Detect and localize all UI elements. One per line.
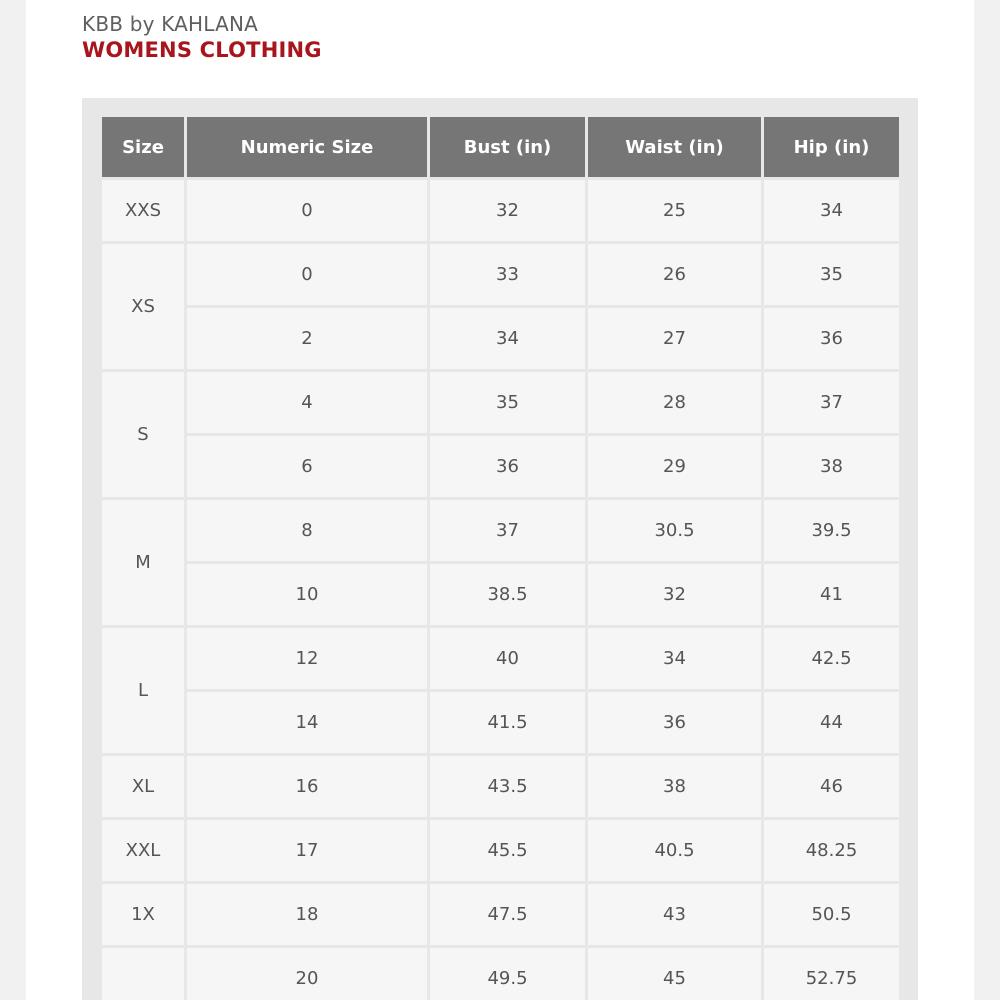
- hip-cell: 50.5: [764, 884, 899, 945]
- size-label-cell: L: [102, 628, 184, 753]
- hip-cell: 48.25: [764, 820, 899, 881]
- numeric-size-cell: 8: [187, 500, 427, 561]
- hip-cell: 42.5: [764, 628, 899, 689]
- hip-cell: 38: [764, 436, 899, 497]
- bust-cell: 37: [430, 500, 585, 561]
- hip-cell: 46: [764, 756, 899, 817]
- table-row: [102, 692, 899, 753]
- bust-cell: 43.5: [430, 756, 585, 817]
- hip-cell: 36: [764, 308, 899, 369]
- hip-cell: 37: [764, 372, 899, 433]
- numeric-size-cell: 20: [187, 948, 427, 1000]
- size-label-cell: S: [102, 372, 184, 497]
- bust-cell: 33: [430, 244, 585, 305]
- column-header-numeric-size: Numeric Size: [187, 117, 427, 177]
- bust-cell: 36: [430, 436, 585, 497]
- bust-cell: 47.5: [430, 884, 585, 945]
- table-row: [102, 564, 899, 625]
- hip-cell: 35: [764, 244, 899, 305]
- waist-cell: 30.5: [588, 500, 761, 561]
- table-row: [102, 884, 899, 945]
- table-row: [102, 244, 899, 305]
- size-label-cell: XS: [102, 244, 184, 369]
- size-label-cell: 1X: [102, 884, 184, 945]
- hip-cell: 39.5: [764, 500, 899, 561]
- waist-cell: 28: [588, 372, 761, 433]
- hip-cell: 34: [764, 180, 899, 241]
- waist-cell: 25: [588, 180, 761, 241]
- bust-cell: 34: [430, 308, 585, 369]
- column-header-bust: Bust (in): [430, 117, 585, 177]
- numeric-size-cell: 0: [187, 244, 427, 305]
- numeric-size-cell: 16: [187, 756, 427, 817]
- numeric-size-cell: 18: [187, 884, 427, 945]
- bust-cell: 40: [430, 628, 585, 689]
- waist-cell: 34: [588, 628, 761, 689]
- numeric-size-cell: 14: [187, 692, 427, 753]
- table-row: [102, 948, 899, 1000]
- waist-cell: 45: [588, 948, 761, 1000]
- waist-cell: 38: [588, 756, 761, 817]
- size-label-cell: XXL: [102, 820, 184, 881]
- waist-cell: 29: [588, 436, 761, 497]
- waist-cell: 43: [588, 884, 761, 945]
- bust-cell: 32: [430, 180, 585, 241]
- bust-cell: 38.5: [430, 564, 585, 625]
- size-chart-page: [26, 0, 974, 1000]
- table-row: [102, 756, 899, 817]
- size-label-cell: XL: [102, 756, 184, 817]
- waist-cell: 32: [588, 564, 761, 625]
- numeric-size-cell: 17: [187, 820, 427, 881]
- hip-cell: 44: [764, 692, 899, 753]
- table-row: [102, 820, 899, 881]
- size-label-cell: XXS: [102, 180, 184, 241]
- table-row: [102, 372, 899, 433]
- column-header-waist: Waist (in): [588, 117, 761, 177]
- waist-cell: 40.5: [588, 820, 761, 881]
- waist-cell: 26: [588, 244, 761, 305]
- bust-cell: 41.5: [430, 692, 585, 753]
- bust-cell: 45.5: [430, 820, 585, 881]
- table-row: [102, 436, 899, 497]
- numeric-size-cell: 10: [187, 564, 427, 625]
- table-row: [102, 180, 899, 241]
- size-label-cell: M: [102, 500, 184, 625]
- table-header-row: [102, 117, 899, 177]
- column-header-size: Size: [102, 117, 184, 177]
- size-label-cell: [102, 948, 184, 1000]
- waist-cell: 27: [588, 308, 761, 369]
- table-body: [102, 180, 899, 1000]
- bust-cell: 35: [430, 372, 585, 433]
- page-title: WOMENS CLOTHING: [82, 38, 322, 62]
- numeric-size-cell: 0: [187, 180, 427, 241]
- hip-cell: 52.75: [764, 948, 899, 1000]
- waist-cell: 36: [588, 692, 761, 753]
- hip-cell: 41: [764, 564, 899, 625]
- bust-cell: 49.5: [430, 948, 585, 1000]
- brand-name: KBB by KAHLANA: [82, 12, 259, 36]
- table-row: [102, 308, 899, 369]
- numeric-size-cell: 4: [187, 372, 427, 433]
- column-header-hip: Hip (in): [764, 117, 899, 177]
- size-chart-panel: [82, 98, 918, 1000]
- numeric-size-cell: 2: [187, 308, 427, 369]
- size-chart-table: [99, 114, 902, 1000]
- table-row: [102, 500, 899, 561]
- numeric-size-cell: 6: [187, 436, 427, 497]
- numeric-size-cell: 12: [187, 628, 427, 689]
- table-row: [102, 628, 899, 689]
